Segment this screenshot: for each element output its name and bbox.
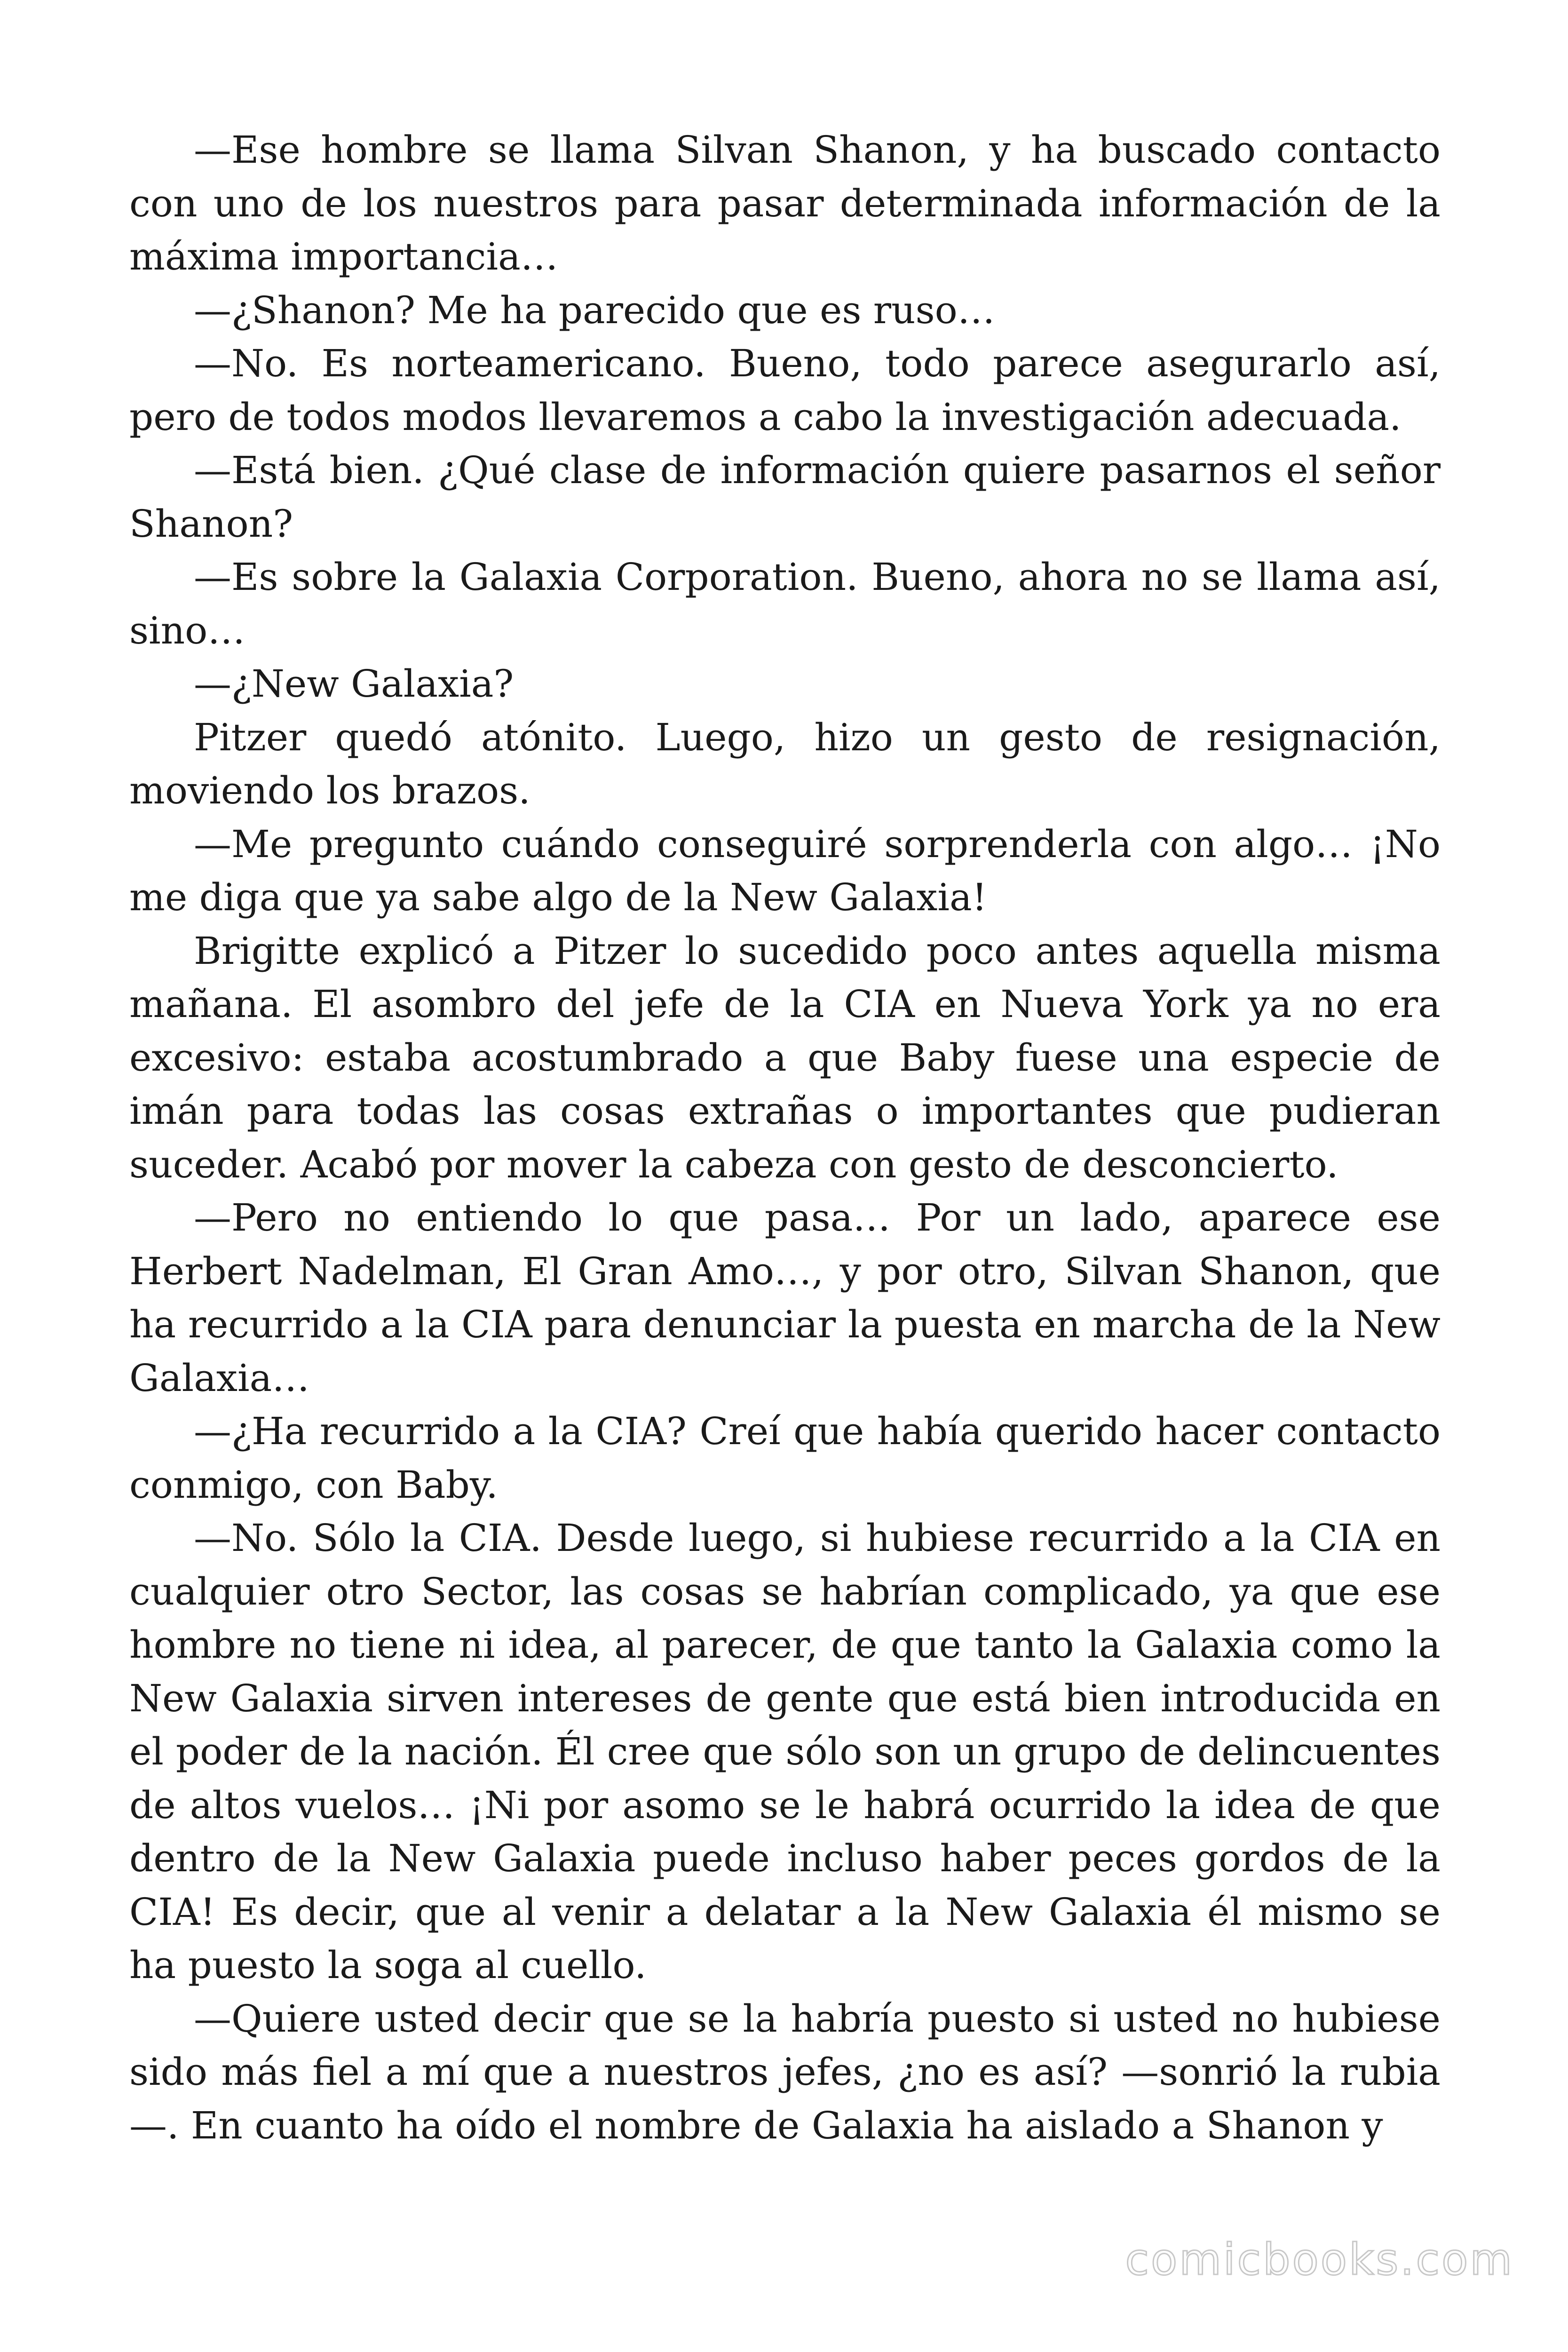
paragraph: —Es sobre la Galaxia Corporation. Bueno, ahora no se llama así, sino…: [129, 555, 1441, 652]
paragraph: —No. Es norteamericano. Bueno, todo parece asegurarlo así, pero de todos modos llevaremos a cabo la investigación adecuada.: [129, 342, 1441, 439]
paragraph: —Pero no entiendo lo que pasa… Por un lado, aparece ese Herbert Nadelman, El Gran Amo…, y por otro, Silvan Shanon, que ha recurrido a la CIA para denunciar la puesta en marcha de la New Galaxia…: [129, 1196, 1441, 1400]
body-text: [129, 123, 1441, 2152]
paragraph: —Me pregunto cuándo conseguiré sorprenderla con algo… ¡No me diga que ya sabe algo de la New Galaxia!: [129, 822, 1441, 919]
paragraph: —Está bien. ¿Qué clase de información quiere pasarnos el señor Shanon?: [129, 448, 1441, 546]
paragraph: —¿New Galaxia?: [194, 662, 514, 706]
paragraph: —¿Shanon? Me ha parecido que es ruso…: [194, 288, 995, 332]
paragraph: Pitzer quedó atónito. Luego, hizo un gesto de resignación, moviendo los brazos.: [129, 715, 1441, 812]
paragraph: —¿Ha recurrido a la CIA? Creí que había querido hacer contacto conmigo, con Baby.: [129, 1409, 1441, 1507]
paragraph: Brigitte explicó a Pitzer lo sucedido poco antes aquella misma mañana. El asombro del jefe de la CIA en Nueva York ya no era excesivo: estaba acostumbrado a que Baby fuese una especie de imán para todas las cosas extrañas o importantes que pudieran suceder. Acabó por mover la cabeza con gesto de desconcierto.: [129, 929, 1441, 1186]
watermark-text: comicbooks.com: [1125, 2234, 1514, 2285]
paragraph: —No. Sólo la CIA. Desde luego, si hubiese recurrido a la CIA en cualquier otro Sector, las cosas se habrían complicado, ya que ese hombre no tiene ni idea, al parecer, de que tanto la Galaxia como la New Galaxia sirven intereses de gente que está bien introducida en el poder de la nación. Él cree que sólo son un grupo de delincuentes de altos vuelos… ¡Ni por asomo se le habrá ocurrido la idea de que dentro de la New Galaxia puede incluso haber peces gordos de la CIA! Es decir, que al venir a delatar a la New Galaxia él mismo se ha puesto la soga al cuello.: [129, 1516, 1441, 1987]
paragraph: —Ese hombre se llama Silvan Shanon, y ha buscado contacto con uno de los nuestros para pasar determinada información de la máxima importancia…: [129, 128, 1441, 278]
paragraph: —Quiere usted decir que se la habría puesto si usted no hubiese sido más fiel a mí que a nuestros jefes, ¿no es así? —sonrió la rubia —. En cuanto ha oído el nombre de Galaxia ha aislado a Shanon y: [129, 1996, 1441, 2147]
